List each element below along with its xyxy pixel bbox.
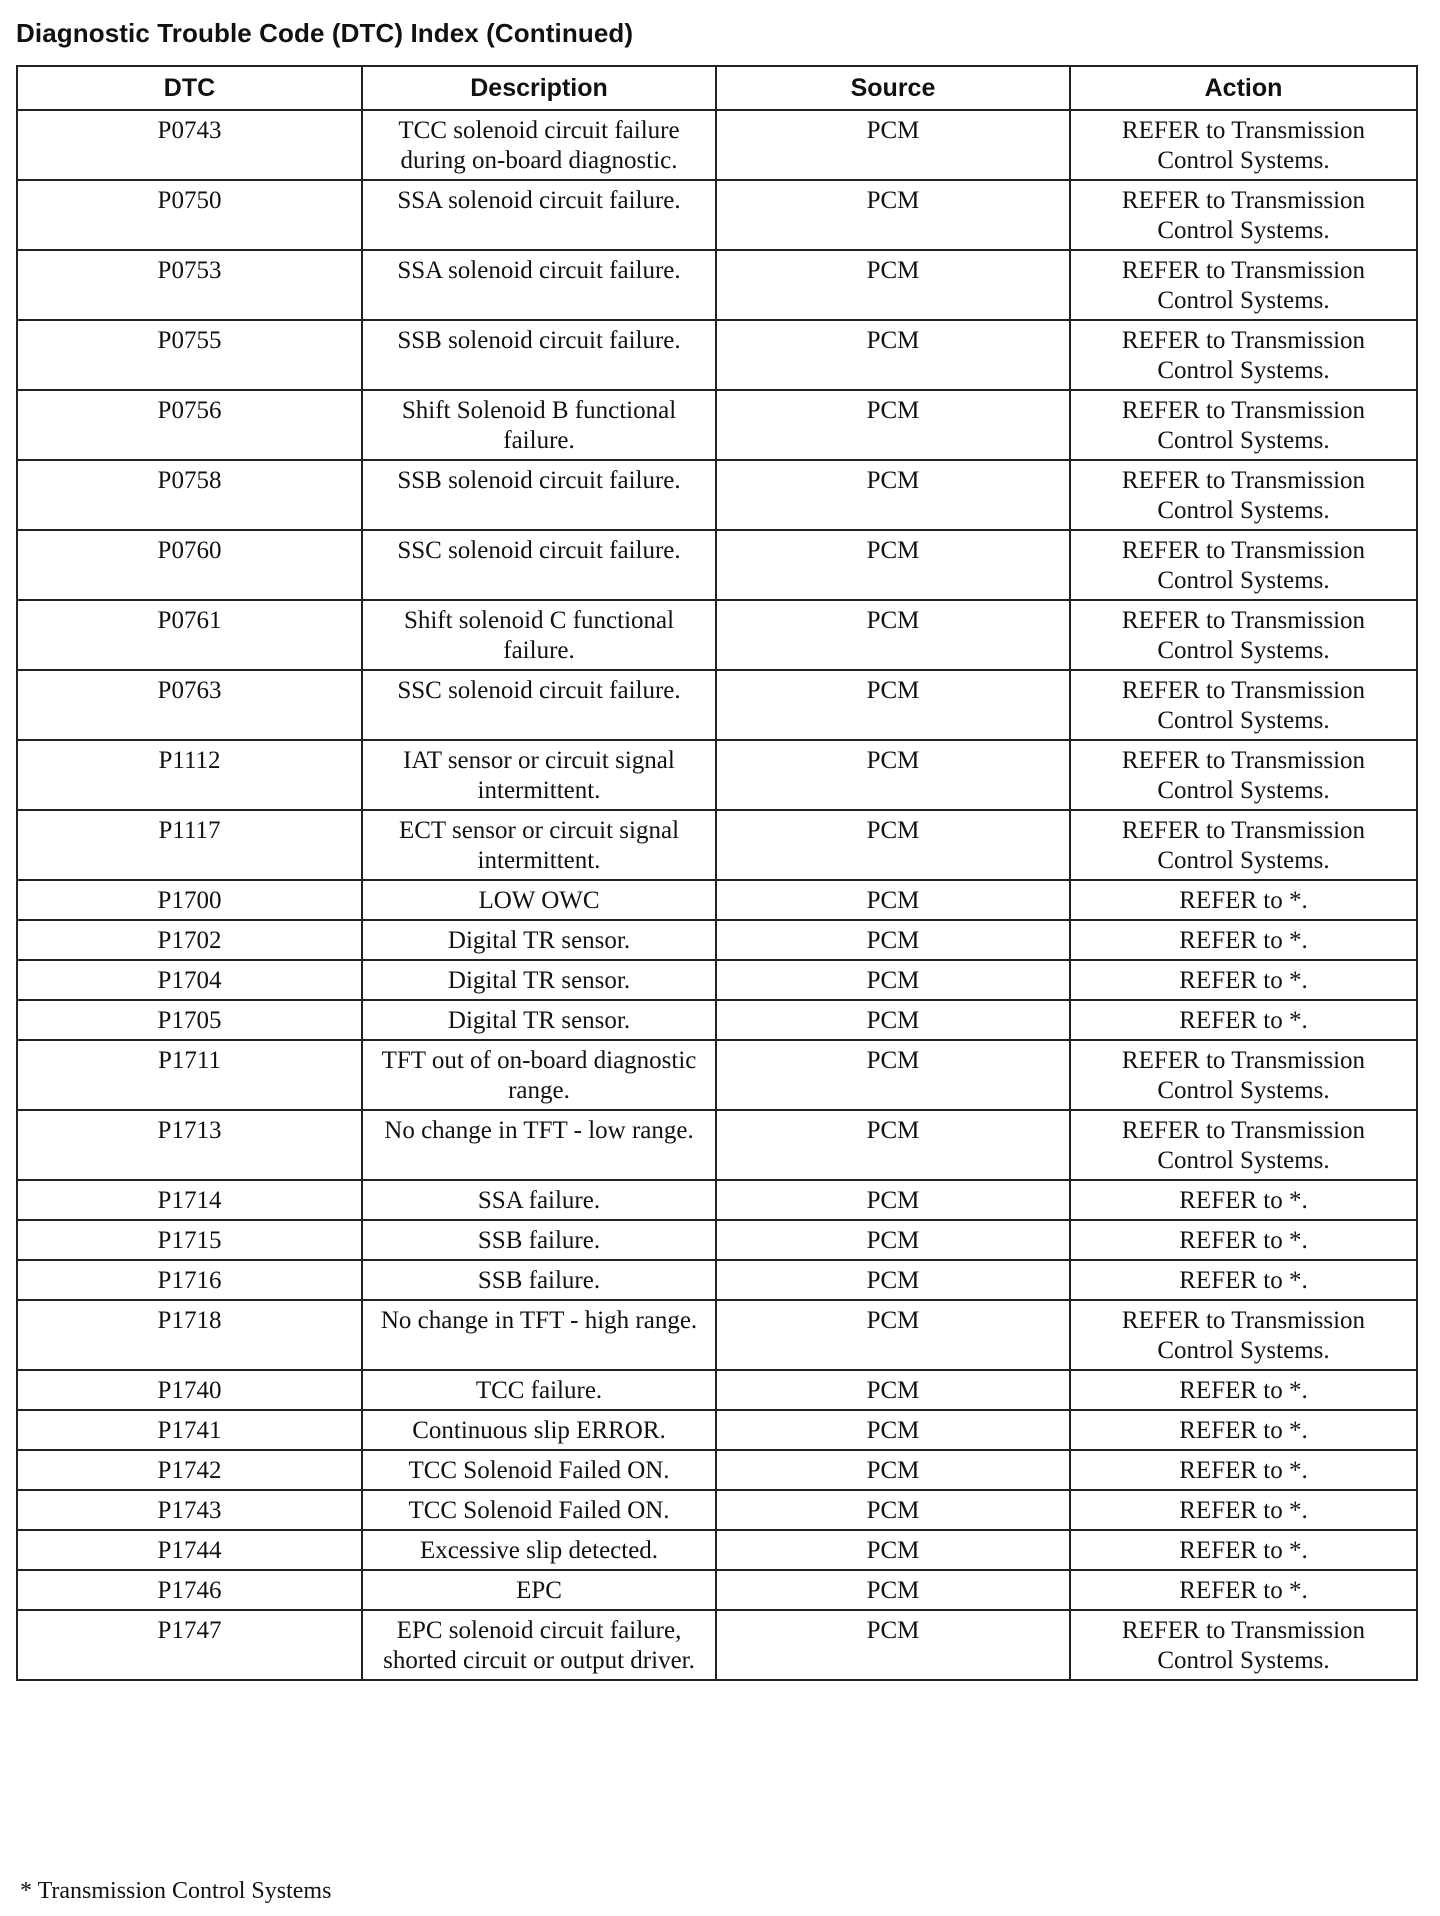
dtc-cell: P1718	[17, 1300, 362, 1370]
dtc-cell: P0755	[17, 320, 362, 390]
action-cell: REFER to Transmission Control Systems.	[1070, 180, 1417, 250]
table-row	[17, 960, 1417, 1000]
description-cell: TCC solenoid circuit failure during on-board diagnostic.	[362, 110, 716, 180]
source-cell: PCM	[716, 670, 1070, 740]
dtc-index-table	[16, 65, 1418, 1681]
action-cell: REFER to Transmission Control Systems.	[1070, 670, 1417, 740]
source-cell: PCM	[716, 740, 1070, 810]
action-cell: REFER to Transmission Control Systems.	[1070, 530, 1417, 600]
source-cell: PCM	[716, 250, 1070, 320]
dtc-cell: P0756	[17, 390, 362, 460]
action-cell: REFER to *.	[1070, 1450, 1417, 1490]
action-cell: REFER to *.	[1070, 920, 1417, 960]
action-cell: REFER to Transmission Control Systems.	[1070, 460, 1417, 530]
table-row	[17, 1110, 1417, 1180]
table-row	[17, 670, 1417, 740]
table-row	[17, 1040, 1417, 1110]
action-cell: REFER to Transmission Control Systems.	[1070, 740, 1417, 810]
action-cell: REFER to *.	[1070, 1490, 1417, 1530]
source-cell: PCM	[716, 1450, 1070, 1490]
action-cell: REFER to Transmission Control Systems.	[1070, 810, 1417, 880]
action-cell: REFER to *.	[1070, 1180, 1417, 1220]
action-cell: REFER to *.	[1070, 1410, 1417, 1450]
description-cell: Continuous slip ERROR.	[362, 1410, 716, 1450]
source-cell: PCM	[716, 960, 1070, 1000]
action-cell: REFER to *.	[1070, 880, 1417, 920]
table-row	[17, 1260, 1417, 1300]
description-cell: LOW OWC	[362, 880, 716, 920]
action-cell: REFER to *.	[1070, 1260, 1417, 1300]
description-cell: Digital TR sensor.	[362, 920, 716, 960]
table-row	[17, 1610, 1417, 1680]
source-cell: PCM	[716, 1300, 1070, 1370]
column-header-action: Action	[1070, 66, 1417, 110]
description-cell: SSC solenoid circuit failure.	[362, 670, 716, 740]
description-cell: SSB failure.	[362, 1260, 716, 1300]
table-row	[17, 1300, 1417, 1370]
description-cell: IAT sensor or circuit signal intermittent.	[362, 740, 716, 810]
action-cell: REFER to Transmission Control Systems.	[1070, 1110, 1417, 1180]
column-header-description: Description	[362, 66, 716, 110]
source-cell: PCM	[716, 1530, 1070, 1570]
source-cell: PCM	[716, 1040, 1070, 1110]
table-row	[17, 1370, 1417, 1410]
table-row	[17, 880, 1417, 920]
description-cell: EPC	[362, 1570, 716, 1610]
table-row	[17, 320, 1417, 390]
dtc-cell: P1714	[17, 1180, 362, 1220]
action-cell: REFER to Transmission Control Systems.	[1070, 1300, 1417, 1370]
source-cell: PCM	[716, 1610, 1070, 1680]
description-cell: TFT out of on-board diagnostic range.	[362, 1040, 716, 1110]
table-row	[17, 740, 1417, 810]
dtc-cell: P0760	[17, 530, 362, 600]
description-cell: SSC solenoid circuit failure.	[362, 530, 716, 600]
description-cell: EPC solenoid circuit failure, shorted circuit or output driver.	[362, 1610, 716, 1680]
source-cell: PCM	[716, 880, 1070, 920]
dtc-cell: P0750	[17, 180, 362, 250]
action-cell: REFER to Transmission Control Systems.	[1070, 390, 1417, 460]
action-cell: REFER to *.	[1070, 1570, 1417, 1610]
description-cell: No change in TFT - low range.	[362, 1110, 716, 1180]
dtc-cell: P1711	[17, 1040, 362, 1110]
source-cell: PCM	[716, 1000, 1070, 1040]
table-header-row	[17, 66, 1417, 110]
dtc-cell: P0743	[17, 110, 362, 180]
action-cell: REFER to Transmission Control Systems.	[1070, 1610, 1417, 1680]
table-row	[17, 810, 1417, 880]
source-cell: PCM	[716, 600, 1070, 670]
dtc-cell: P1112	[17, 740, 362, 810]
table-row	[17, 1180, 1417, 1220]
dtc-cell: P1716	[17, 1260, 362, 1300]
description-cell: TCC Solenoid Failed ON.	[362, 1450, 716, 1490]
footnote: * Transmission Control Systems	[20, 1878, 332, 1904]
source-cell: PCM	[716, 920, 1070, 960]
description-cell: ECT sensor or circuit signal intermittent.	[362, 810, 716, 880]
description-cell: SSA solenoid circuit failure.	[362, 250, 716, 320]
action-cell: REFER to *.	[1070, 1530, 1417, 1570]
description-cell: Excessive slip detected.	[362, 1530, 716, 1570]
source-cell: PCM	[716, 530, 1070, 600]
description-cell: SSB failure.	[362, 1220, 716, 1260]
description-cell: Shift solenoid C functional failure.	[362, 600, 716, 670]
action-cell: REFER to Transmission Control Systems.	[1070, 110, 1417, 180]
table-row	[17, 1570, 1417, 1610]
description-cell: Digital TR sensor.	[362, 960, 716, 1000]
action-cell: REFER to Transmission Control Systems.	[1070, 1040, 1417, 1110]
source-cell: PCM	[716, 810, 1070, 880]
table-row	[17, 530, 1417, 600]
table-row	[17, 1450, 1417, 1490]
column-header-source: Source	[716, 66, 1070, 110]
table-row	[17, 250, 1417, 320]
source-cell: PCM	[716, 110, 1070, 180]
source-cell: PCM	[716, 1490, 1070, 1530]
dtc-cell: P1713	[17, 1110, 362, 1180]
page-title: Diagnostic Trouble Code (DTC) Index (Continued)	[16, 18, 634, 48]
dtc-cell: P1741	[17, 1410, 362, 1450]
description-cell: Digital TR sensor.	[362, 1000, 716, 1040]
dtc-cell: P1746	[17, 1570, 362, 1610]
action-cell: REFER to *.	[1070, 1000, 1417, 1040]
action-cell: REFER to *.	[1070, 960, 1417, 1000]
description-cell: SSA solenoid circuit failure.	[362, 180, 716, 250]
action-cell: REFER to Transmission Control Systems.	[1070, 600, 1417, 670]
source-cell: PCM	[716, 1110, 1070, 1180]
source-cell: PCM	[716, 1180, 1070, 1220]
dtc-cell: P1743	[17, 1490, 362, 1530]
table-row	[17, 600, 1417, 670]
table-row	[17, 920, 1417, 960]
table-row	[17, 460, 1417, 530]
table-row	[17, 1530, 1417, 1570]
table-row	[17, 1220, 1417, 1260]
source-cell: PCM	[716, 1260, 1070, 1300]
source-cell: PCM	[716, 180, 1070, 250]
source-cell: PCM	[716, 1570, 1070, 1610]
action-cell: REFER to *.	[1070, 1370, 1417, 1410]
action-cell: REFER to Transmission Control Systems.	[1070, 320, 1417, 390]
dtc-cell: P0763	[17, 670, 362, 740]
table-row	[17, 180, 1417, 250]
dtc-cell: P0753	[17, 250, 362, 320]
dtc-cell: P1744	[17, 1530, 362, 1570]
dtc-cell: P1704	[17, 960, 362, 1000]
table-row	[17, 1000, 1417, 1040]
dtc-cell: P0761	[17, 600, 362, 670]
description-cell: TCC failure.	[362, 1370, 716, 1410]
description-cell: SSB solenoid circuit failure.	[362, 320, 716, 390]
source-cell: PCM	[716, 320, 1070, 390]
source-cell: PCM	[716, 1410, 1070, 1450]
description-cell: TCC Solenoid Failed ON.	[362, 1490, 716, 1530]
dtc-cell: P1700	[17, 880, 362, 920]
description-cell: Shift Solenoid B functional failure.	[362, 390, 716, 460]
source-cell: PCM	[716, 390, 1070, 460]
dtc-cell: P1747	[17, 1610, 362, 1680]
table-row	[17, 110, 1417, 180]
action-cell: REFER to *.	[1070, 1220, 1417, 1260]
description-cell: No change in TFT - high range.	[362, 1300, 716, 1370]
dtc-cell: P1117	[17, 810, 362, 880]
description-cell: SSA failure.	[362, 1180, 716, 1220]
dtc-cell: P1715	[17, 1220, 362, 1260]
description-cell: SSB solenoid circuit failure.	[362, 460, 716, 530]
column-header-dtc: DTC	[17, 66, 362, 110]
dtc-cell: P0758	[17, 460, 362, 530]
table-row	[17, 390, 1417, 460]
action-cell: REFER to Transmission Control Systems.	[1070, 250, 1417, 320]
dtc-cell: P1740	[17, 1370, 362, 1410]
source-cell: PCM	[716, 1370, 1070, 1410]
source-cell: PCM	[716, 460, 1070, 530]
dtc-cell: P1702	[17, 920, 362, 960]
source-cell: PCM	[716, 1220, 1070, 1260]
dtc-cell: P1742	[17, 1450, 362, 1490]
dtc-cell: P1705	[17, 1000, 362, 1040]
table-row	[17, 1410, 1417, 1450]
table-body	[17, 110, 1417, 1680]
table-row	[17, 1490, 1417, 1530]
